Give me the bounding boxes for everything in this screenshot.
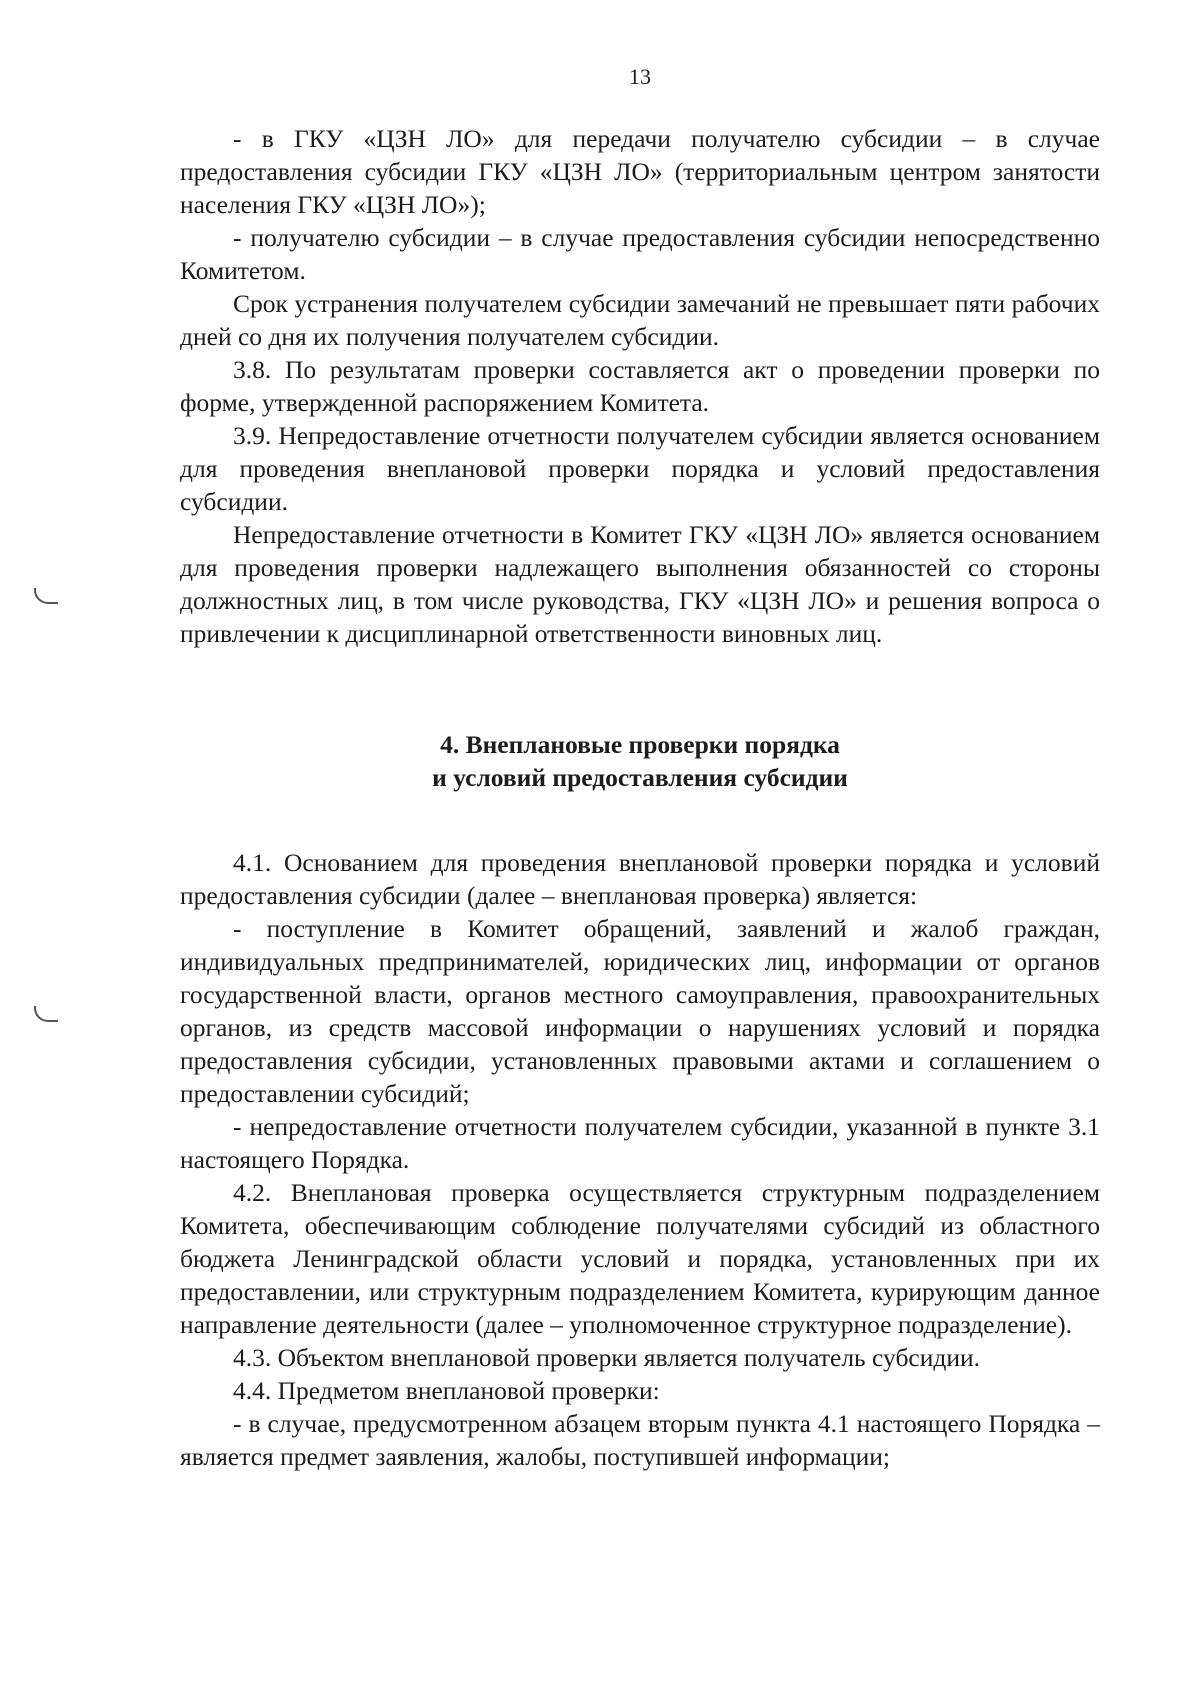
paragraph: - получателю субсидии – в случае предоставления субсидии непосредственно Комитетом. [180, 223, 1100, 285]
paragraph: 4.4. Предметом внеплановой проверки: [233, 1376, 660, 1405]
paragraph: - непредоставление отчетности получателем субсидии, указанной в пункте 3.1 настоящего Порядка. [180, 1112, 1100, 1174]
paragraph: Срок устранения получателем субсидии замечаний не превышает пяти рабочих дней со дня их получения получателем субсидии. [180, 289, 1100, 351]
paragraph: 4.2. Внеплановая проверка осуществляется структурным подразделением Комитета, обеспечивающим соблюдение получателями субсидий из областного бюджета Ленинградской области условий и порядка, установленных при их предоставлении, или структурным подразделением Комитета, курирующим данное направление деятельности (далее – уполномоченное структурное подразделение). [180, 1178, 1100, 1339]
paragraph: - поступление в Комитет обращений, заявлений и жалоб граждан, индивидуальных предпринимателей, юридических лиц, информации от органов государственной власти, органов местного самоуправления, правоохранительных органов, из средств массовой информации о нарушениях условий и порядка предоставления субсидии, установленных правовыми актами и соглашением о предоставлении субсидий; [180, 914, 1100, 1108]
margin-mark [34, 588, 58, 604]
section-heading-line: и условий предоставления субсидии [432, 763, 848, 792]
paragraph: 4.3. Объектом внеплановой проверки является получатель субсидии. [233, 1343, 981, 1372]
margin-mark [34, 1006, 58, 1022]
document-body [180, 122, 1100, 1473]
paragraph: - в ГКУ «ЦЗН ЛО» для передачи получателю субсидии – в случае предоставления субсидии ГКУ «ЦЗН ЛО» (территориальным центром занятости населения ГКУ «ЦЗН ЛО»); [180, 124, 1100, 219]
section-heading [180, 728, 1100, 794]
paragraph: Непредоставление отчетности в Комитет ГКУ «ЦЗН ЛО» является основанием для проведения проверки надлежащего выполнения обязанностей со стороны должностных лиц, в том числе руководства, ГКУ «ЦЗН ЛО» и решения вопроса о привлечении к дисциплинарной ответственности виновных лиц. [180, 520, 1100, 648]
paragraph: 3.9. Непредоставление отчетности получателем субсидии является основанием для проведения внеплановой проверки порядка и условий предоставления субсидии. [180, 421, 1100, 516]
section-heading-line: 4. Внеплановые проверки порядка [440, 730, 840, 759]
paragraph: - в случае, предусмотренном абзацем вторым пункта 4.1 настоящего Порядка – является предмет заявления, жалобы, поступившей информации; [180, 1409, 1100, 1471]
paragraph: 4.1. Основанием для проведения внеплановой проверки порядка и условий предоставления субсидии (далее – внеплановая проверка) является: [180, 848, 1100, 910]
page-number: 13 [629, 64, 651, 89]
paragraph: 3.8. По результатам проверки составляется акт о проведении проверки по форме, утвержденной распоряжением Комитета. [180, 355, 1100, 417]
